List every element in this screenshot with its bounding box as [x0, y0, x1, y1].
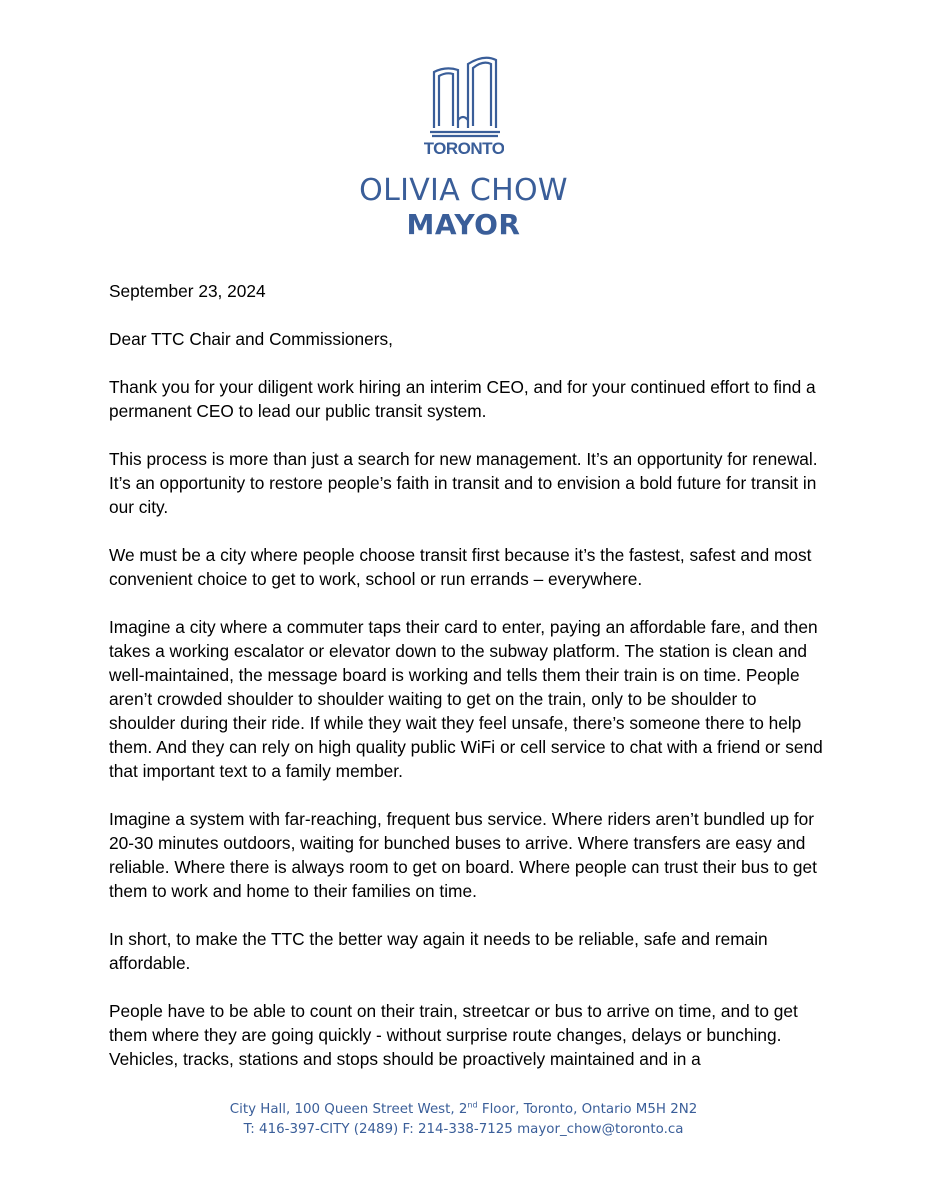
svg-text:TORONTO: TORONTO	[423, 139, 504, 158]
letter-paragraph: Thank you for your diligent work hiring an interim CEO, and for your continued effort to find a permanent CEO to lead our public transit system.	[109, 377, 816, 421]
footer-address: City Hall, 100 Queen Street West, 2nd Floor, Toronto, Ontario M5H 2N2	[229, 1100, 698, 1117]
letter-paragraph: Imagine a system with far-reaching, frequent bus service. Where riders aren’t bundled up for 20-30 minutes outdoors, waiting for bunched buses to arrive. Where transfers are easy and reliable. Where there is always room to get on board. Where people can trust their bus to get them to work and home to their families on time.	[109, 809, 817, 901]
letter-paragraph: Imagine a city where a commuter taps their card to enter, paying an affordable fare, and then takes a working escalator or elevator down to the subway platform. The station is clean and well-maintained, the message board is working and tells them their train is on time. People aren’t crowded shoulder to shoulder waiting to get on the train, only to be shoulder to shoulder during their ride. If while they wait they feel unsafe, there’s someone there to help them. And they can rely on high quality public WiFi or cell service to chat with a friend or send that important text to a family member.	[109, 617, 823, 781]
letter-paragraph: In short, to make the TTC the better way again it needs to be reliable, safe and remain affordable.	[109, 929, 768, 973]
letter-paragraph: People have to be able to count on their train, streetcar or bus to arrive on time, and to get them where they are going quickly - without surprise route changes, delays or bunching. Vehicles, tracks, stations and stops should be proactively maintained and in a	[109, 1001, 798, 1069]
mayor-title: MAYOR	[406, 208, 521, 241]
mayor-name: OLIVIA CHOW	[359, 173, 568, 208]
letterhead	[0, 50, 927, 242]
letter-salutation: Dear TTC Chair and Commissioners,	[109, 329, 393, 349]
letter-paragraph: This process is more than just a search for new management. It’s an opportunity for renewal. It’s an opportunity to restore people’s faith in transit and to envision a bold future for transit in our city.	[109, 449, 818, 517]
toronto-city-hall-logo	[424, 50, 504, 160]
letter-body	[109, 279, 824, 1095]
letter-paragraph: We must be a city where people choose transit first because it’s the fastest, safest and most convenient choice to get to work, school or run errands – everywhere.	[109, 545, 812, 589]
footer-contact: T: 416-397-CITY (2489) F: 214-338-7125 mayor_chow@toronto.ca	[243, 1122, 684, 1137]
letter-date: September 23, 2024	[109, 281, 266, 301]
letter-footer	[0, 1100, 927, 1140]
